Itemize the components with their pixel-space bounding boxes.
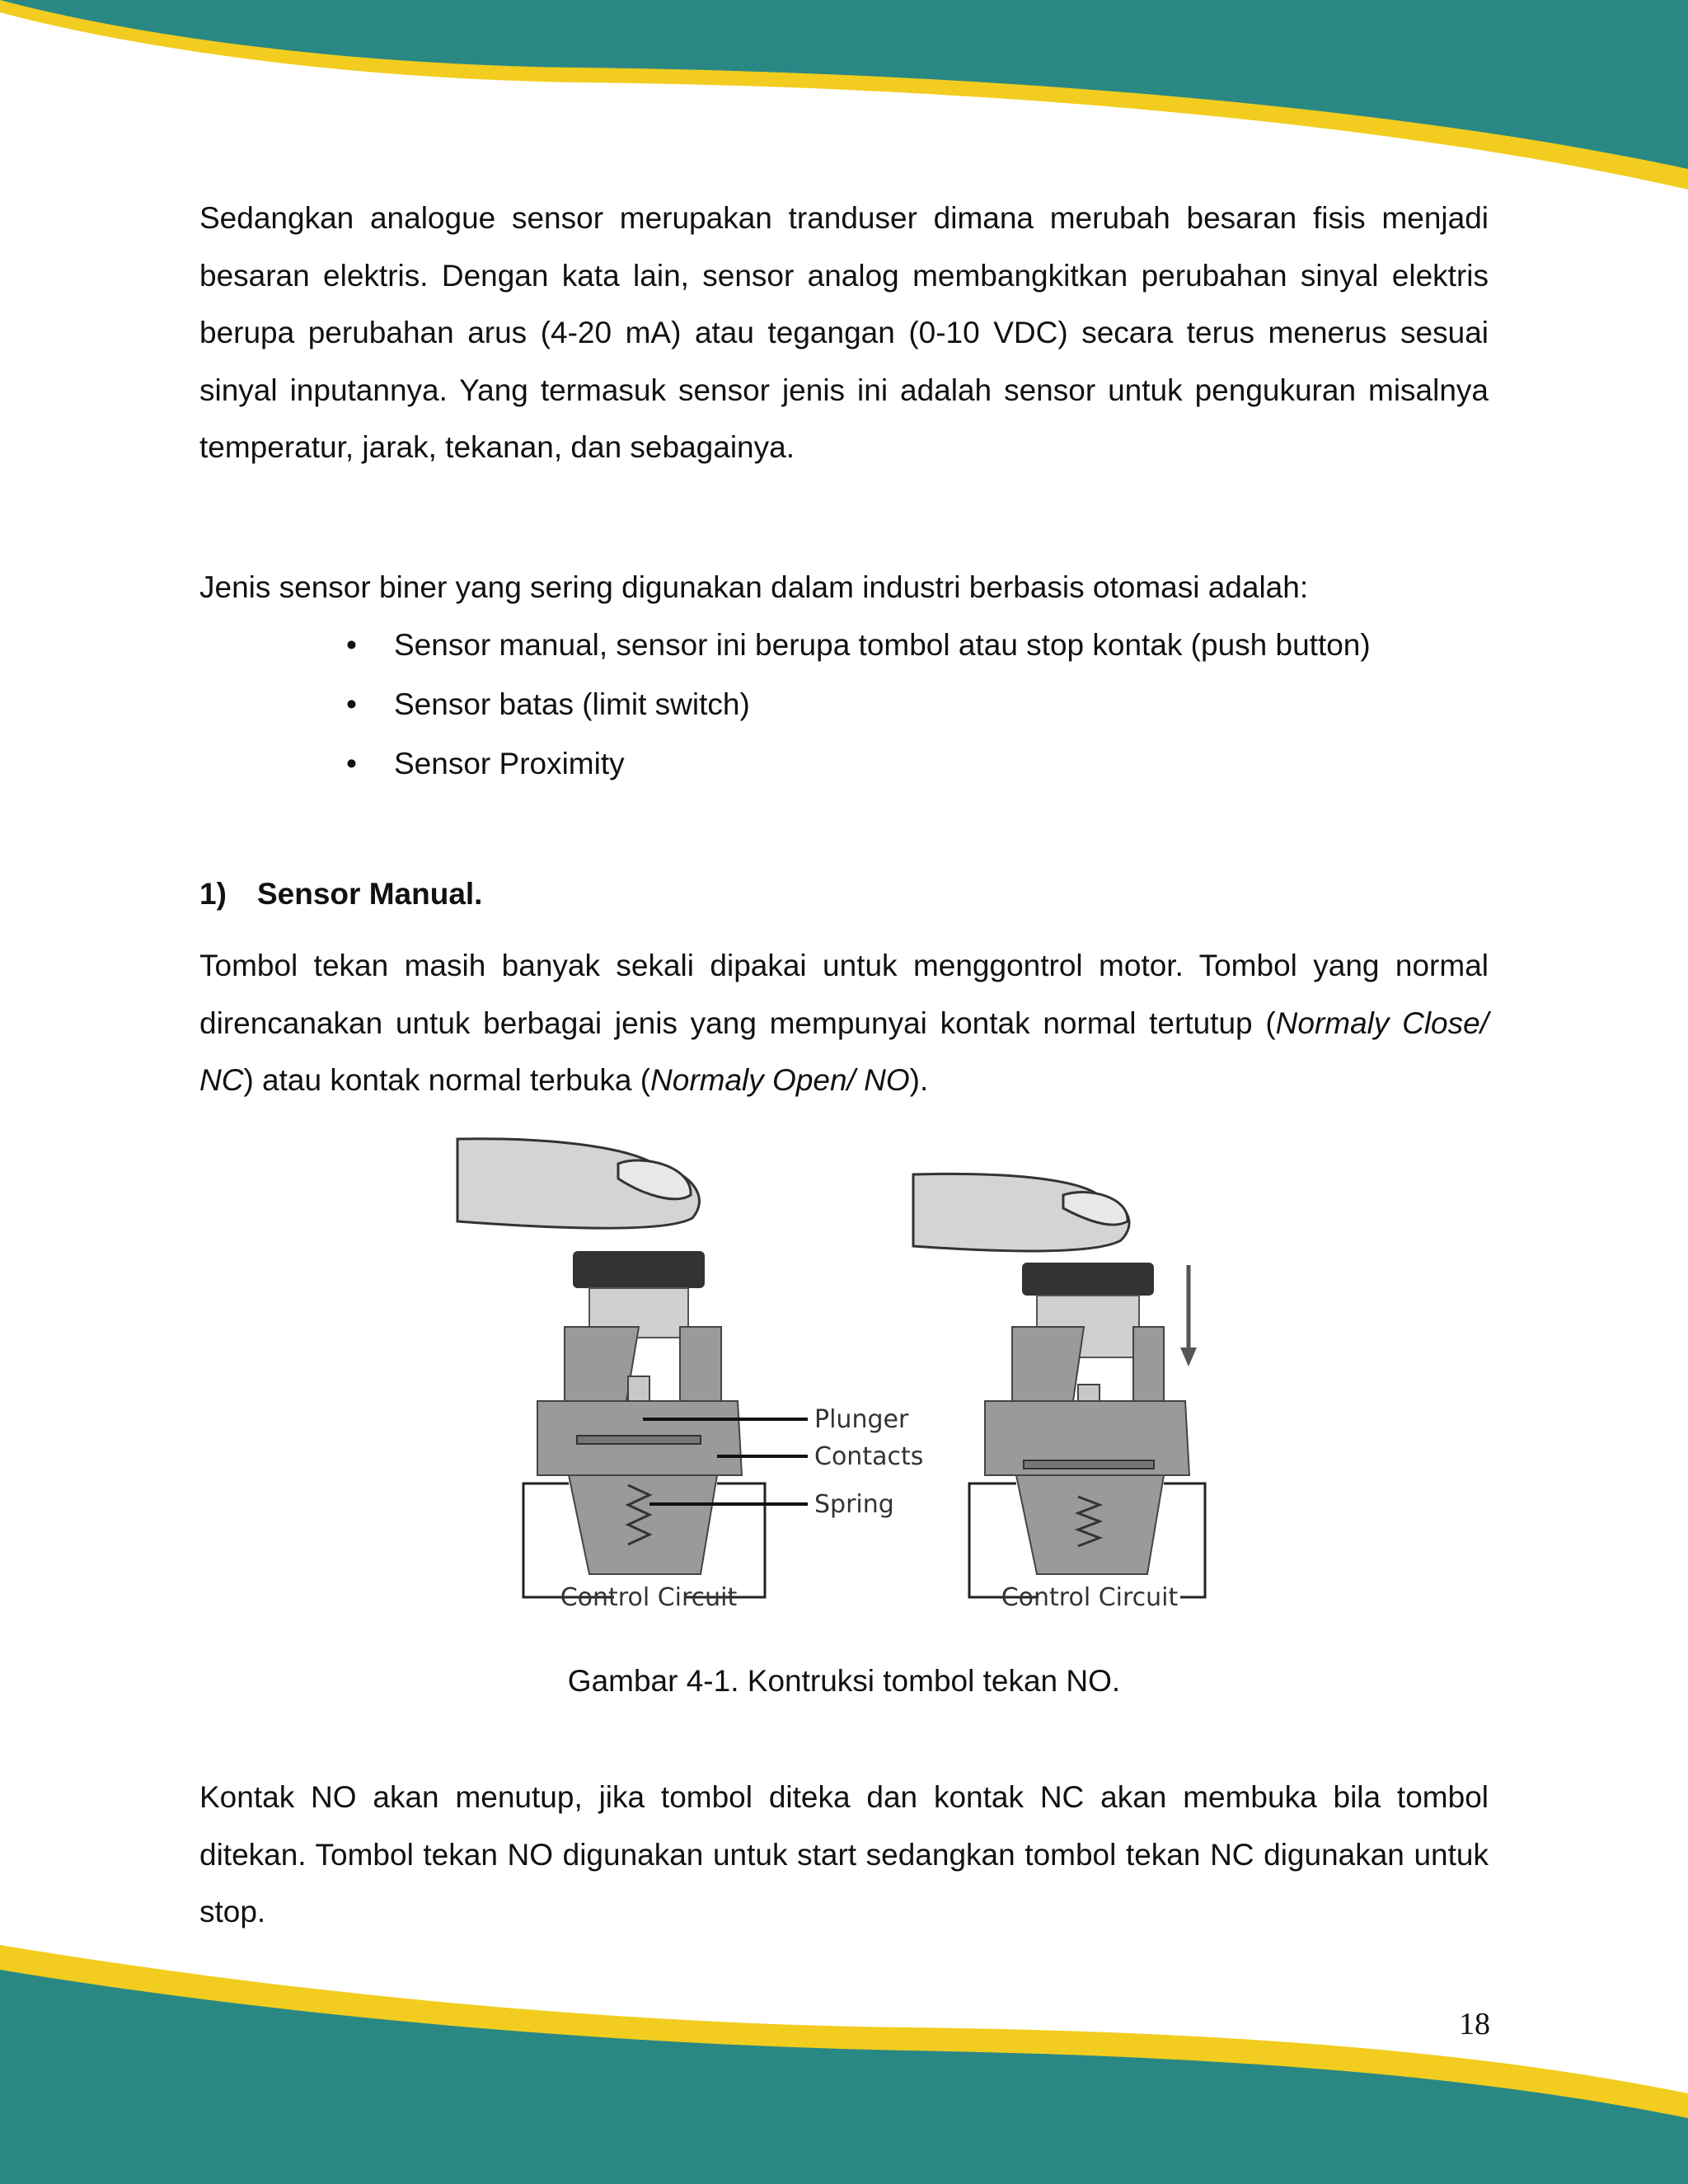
paragraph-no-nc (199, 1769, 1489, 1941)
list-item (199, 616, 1489, 675)
section-number: 1) (199, 877, 227, 911)
contacts (577, 1436, 701, 1444)
spring-label: Spring (814, 1490, 894, 1519)
paragraph-push-button (199, 937, 1489, 1109)
list-item-text: Sensor Proximity (394, 747, 625, 780)
text-span: ). (909, 1063, 929, 1097)
bullet-icon: • (346, 687, 357, 721)
button-cap (1022, 1263, 1154, 1296)
paragraph-text: Sedangkan analogue sensor merupakan tranduser dimana merubah besaran fisis menjadi besaran elektris. Dengan kata lain, sensor analog membangkitkan perubahan sinyal elektris berupa perubahan arus (4-20 mA) atau tegangan (0-10 VDC) secara terus menerus sesuai sinyal inputannya. Yang termasuk sensor jenis ini adalah sensor untuk pengukuran misalnya temperatur, jarak, tekanan, dan sebagainya. (199, 201, 1489, 464)
list-intro: Jenis sensor biner yang sering digunakan dalam industri berbasis otomasi adalah: (199, 570, 1309, 604)
contacts-label: Contacts (814, 1442, 924, 1471)
bullet-icon: • (346, 628, 357, 662)
push-button-figure (445, 1129, 1220, 1624)
paragraph-text: Kontak NO akan menutup, jika tombol diteka dan kontak NC akan membuka bila tombol ditekan. Tombol tekan NO digunakan untuk start sedangkan tombol tekan NC digunakan untuk stop. (199, 1780, 1489, 1929)
control-circuit-label-left: Control Circuit (560, 1583, 738, 1612)
paragraph-analog-sensor (199, 190, 1489, 476)
pressed-button-diagram (913, 1174, 1205, 1612)
button-cap (573, 1251, 705, 1288)
control-circuit-label-right: Control Circuit (1001, 1583, 1179, 1612)
text-span: ) atau kontak normal terbuka ( (243, 1063, 651, 1097)
list-item-text: Sensor batas (limit switch) (394, 687, 750, 721)
bullet-icon: • (346, 747, 357, 780)
section-heading (199, 865, 1489, 923)
released-button-diagram (457, 1139, 923, 1612)
sensor-type-list (199, 616, 1489, 794)
section-title: Sensor Manual. (257, 877, 483, 911)
top-wave-band (0, 0, 1688, 198)
italic-term-no: Normaly Open/ NO (650, 1063, 910, 1097)
italic-term-nc: Normaly Close/ NC (199, 1005, 1489, 1097)
plunger-label: Plunger (814, 1405, 909, 1434)
list-item (199, 734, 1489, 794)
paragraph-text (199, 937, 1489, 1109)
page-number: 18 (1459, 2007, 1490, 2041)
text-span: Tombol tekan masih banyak sekali dipakai untuk menggontrol motor. Tombol yang normal direncanakan untuk berbagai jenis yang mempunyai kontak normal tertutup ( (199, 949, 1489, 1040)
contacts (1024, 1460, 1154, 1469)
list-item (199, 675, 1489, 734)
figure-caption: Gambar 4-1. Kontruksi tombol tekan NO. (567, 1664, 1121, 1698)
sensor-types-section (199, 559, 1489, 794)
bottom-wave-band (0, 1937, 1688, 2184)
list-item-text: Sensor manual, sensor ini berupa tombol atau stop kontak (push button) (394, 628, 1371, 662)
